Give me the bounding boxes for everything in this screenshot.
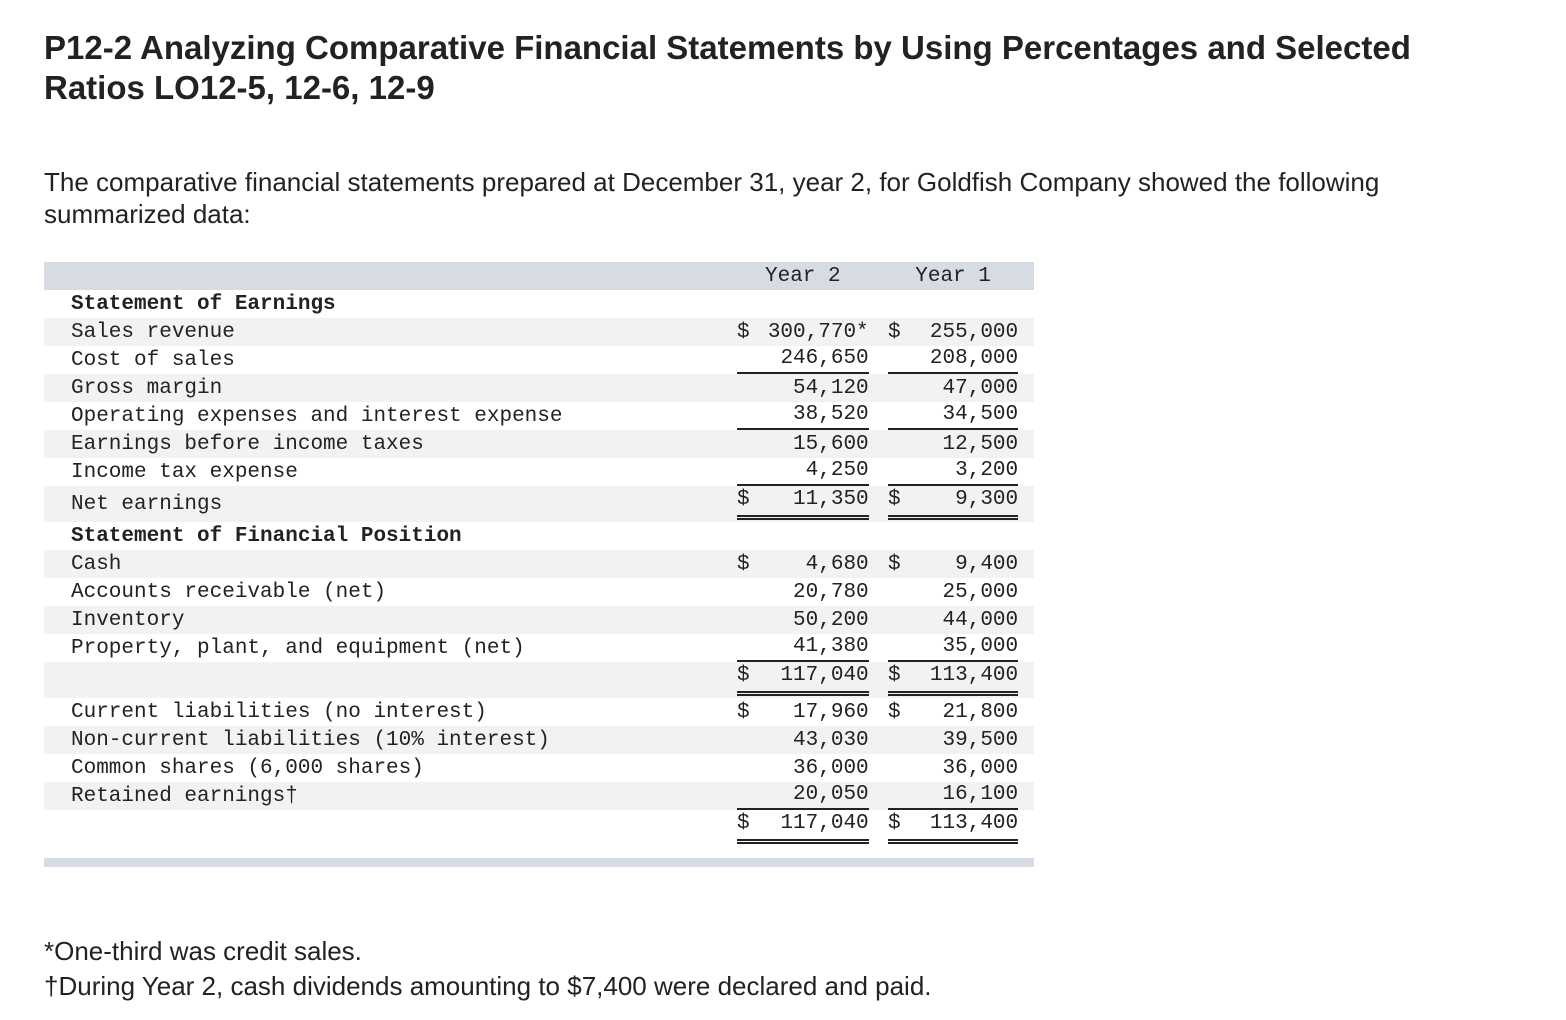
year1-total: 113,400 <box>929 664 1019 687</box>
year2-value: 38,520 <box>793 402 869 426</box>
row-label: Retained earnings† <box>44 782 719 810</box>
table-row <box>44 634 1034 662</box>
row-label: Cost of sales <box>44 346 719 374</box>
currency-sign: $ <box>887 700 901 724</box>
currency-sign: $ <box>736 664 750 687</box>
earnings-heading: Statement of Earnings <box>44 290 719 318</box>
position-heading-row <box>44 522 1034 550</box>
currency-sign: $ <box>736 320 750 344</box>
year1-value: 208,000 <box>929 346 1019 370</box>
table-row <box>44 374 1034 402</box>
currency-sign: $ <box>887 320 901 344</box>
year2-total: 117,040 <box>780 664 869 687</box>
row-label: Sales revenue <box>44 318 719 346</box>
year1-value: 9,300 <box>955 488 1019 511</box>
row-label: Accounts receivable (net) <box>44 578 719 606</box>
year2-value: 4,680 <box>805 552 869 576</box>
year1-value: 39,500 <box>942 728 1019 752</box>
year2-value: 11,350 <box>793 488 869 511</box>
earnings-heading-row <box>44 290 1034 318</box>
year2-header: Year 2 <box>737 262 869 290</box>
year2-value: 50,200 <box>793 608 869 632</box>
year1-value: 34,500 <box>942 402 1019 426</box>
year1-value: 44,000 <box>942 608 1019 632</box>
year1-value: 3,200 <box>955 458 1019 482</box>
table-row <box>44 486 1034 522</box>
table-row <box>44 754 1034 782</box>
footnotes <box>44 934 1524 1004</box>
year1-header: Year 1 <box>888 262 1018 290</box>
year2-value: 17,960 <box>793 700 869 724</box>
currency-sign: $ <box>887 552 901 576</box>
table-header-row <box>44 262 1034 290</box>
currency-sign: $ <box>887 812 901 835</box>
table-row <box>44 698 1034 726</box>
table-row <box>44 402 1034 430</box>
year2-total: 117,040 <box>780 812 869 835</box>
year2-value: 54,120 <box>793 376 869 400</box>
table-footer-bar <box>44 858 1034 867</box>
currency-sign: $ <box>887 664 901 687</box>
row-label: Inventory <box>44 606 719 634</box>
currency-sign: $ <box>736 700 750 724</box>
table-row <box>44 782 1034 810</box>
intro-text: The comparative financial statements prepared at December 31, year 2, for Goldfish Company showed the following summarized data: <box>44 167 1380 229</box>
year1-value: 47,000 <box>942 376 1019 400</box>
total-liabilities-row <box>44 810 1034 846</box>
year1-value: 255,000 <box>929 320 1019 344</box>
row-label: Income tax expense <box>44 458 719 486</box>
financial-statements-table <box>44 262 1034 867</box>
footnote-dividends: †During Year 2, cash dividends amounting to $7,400 were declared and paid. <box>44 971 932 1001</box>
table-row <box>44 430 1034 458</box>
year2-value: 20,780 <box>793 580 869 604</box>
row-label: Common shares (6,000 shares) <box>44 754 719 782</box>
row-label: Property, plant, and equipment (net) <box>44 634 719 662</box>
table-row <box>44 550 1034 578</box>
table-row <box>44 578 1034 606</box>
problem-title: P12-2 Analyzing Comparative Financial Statements by Using Percentages and Selected Ratios LO12-5, 12-6, 12-9 <box>44 29 1411 106</box>
year1-value: 21,800 <box>942 700 1019 724</box>
total-assets-row <box>44 662 1034 698</box>
year1-value: 35,000 <box>942 634 1019 658</box>
currency-sign: $ <box>736 552 750 576</box>
position-heading: Statement of Financial Position <box>44 522 719 550</box>
table-row <box>44 726 1034 754</box>
year1-value: 16,100 <box>942 782 1019 806</box>
year2-value: 41,380 <box>793 634 869 658</box>
table-row <box>44 606 1034 634</box>
row-label: Current liabilities (no interest) <box>44 698 719 726</box>
year2-value: 43,030 <box>793 728 869 752</box>
row-label: Gross margin <box>44 374 719 402</box>
table-row <box>44 318 1034 346</box>
currency-sign: $ <box>736 812 750 835</box>
table-row <box>44 346 1034 374</box>
currency-sign: $ <box>736 488 750 511</box>
year2-value: 36,000 <box>793 756 869 780</box>
row-label: Net earnings <box>44 486 719 522</box>
year2-value: 246,650 <box>780 346 869 370</box>
row-label: Cash <box>44 550 719 578</box>
year1-total: 113,400 <box>929 812 1019 835</box>
year2-value: 20,050 <box>793 782 869 806</box>
row-label: Operating expenses and interest expense <box>44 402 719 430</box>
year2-value: 300,770* <box>767 320 869 344</box>
row-label: Non-current liabilities (10% interest) <box>44 726 719 754</box>
year2-value: 15,600 <box>793 432 869 456</box>
year1-value: 36,000 <box>942 756 1019 780</box>
year2-value: 4,250 <box>805 458 869 482</box>
footnote-credit-sales: *One-third was credit sales. <box>44 936 362 966</box>
year1-value: 25,000 <box>942 580 1019 604</box>
row-label: Earnings before income taxes <box>44 430 719 458</box>
currency-sign: $ <box>887 488 901 511</box>
year1-value: 9,400 <box>955 552 1019 576</box>
year1-value: 12,500 <box>942 432 1019 456</box>
table-row <box>44 458 1034 486</box>
